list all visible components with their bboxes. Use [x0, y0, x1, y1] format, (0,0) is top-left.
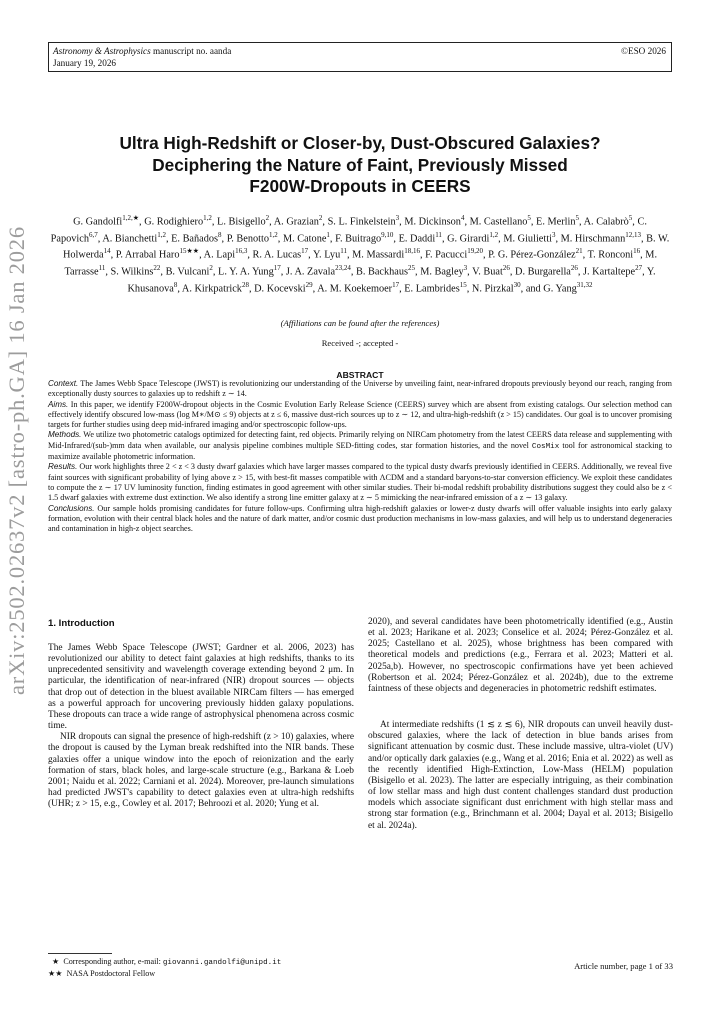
- context-label: Context.: [48, 379, 79, 388]
- author-email-link[interactable]: giovanni.gandolfi@unipd.it: [162, 959, 282, 967]
- author-affiliation-mark: 16: [633, 247, 641, 256]
- author-affiliation-mark: 30: [513, 280, 521, 289]
- abstract-conclusions: [48, 504, 672, 535]
- author-name: N. Pirzkal: [471, 282, 514, 294]
- author-affiliation-mark: 3: [551, 230, 556, 239]
- author-name: L. Bisigello: [217, 216, 266, 228]
- author-name: Y. Lyu: [312, 249, 341, 261]
- right-column: [368, 617, 673, 832]
- author-affiliation-mark: 8: [218, 230, 222, 239]
- author-name: B. Vulcani: [165, 266, 210, 278]
- intro-paragraph-3: 2020), and several candidates have been photometrically identified (e.g., Austin et al. 2023; Harikane et al. 2023; Conselice et al. 2024; Pérez-González et al. 2025; Castellano et al. 2025), whose brightness has been compared with theoretical models and predictions (e.g., Ferrara et al. 2023; Matteri et al. 2025a,b). However, no spectroscopic confirmations have yet been achieved (Robertson et al. 2024; Pérez-González et al. 2024b), due to the extreme faintness of these objects and degeneracies in photometric redshift estimates.: [368, 617, 673, 694]
- author-list: G. Gandolfi$^{1,2,★}$, G. Rodighiero$^{1,2}$, L. Bisigello$^2$, A. Grazian$^2$, S. L. Finkelstein$^3$, M. Dickinson$^4$, M. Castellano$^5$, E. Merlin$^5$, A. Calabrò$^5$, C. Papovich$^{6,7}$, A. Bianchetti$^{1,2}$, E. Bañados$^8$, P. Benotto$^{1,2}$, M. Catone$^1$, F. Buitrago$^{9,10}$, E. Daddi$^{11}$, G. Girardi$^{1,2}$, M. Giulietti$^3$, M. Hirschmann$^{12,13}$, B. W. Holwerda$^{14}$, P. Arrabal Haro$^{15★★}$, A. Lapi$^{16,3}$, R. A. Lucas$^{17}$, Y. Lyu$^{11}$, M. Massardi$^{18,16}$, F. Pacucci$^{19,20}$, P. G. Pérez-González$^{21}$, T. Ronconi$^{16}$, M. Tarrasse$^{11}$, S. Wilkins$^{22}$, B. Vulcani$^2$, L. Y. A. Yung$^{17}$, J. A. Zavala$^{23,24}$, B. Backhaus$^{25}$, M. Bagley$^3$, V. Buat$^{26}$, D. Burgarella$^{26}$, J. Kartaltepe$^{27}$, Y. Khusanova$^8$, A. Kirkpatrick$^{28}$, D. Kocevski$^{29}$, A. M. Koekemoer$^{17}$, E. Lambrides$^{15}$, N. Pirzkal$^{30}$, and G. Yang$^{31,32}$: [50, 214, 670, 294]
- footnote-2: [48, 969, 358, 979]
- author-name: F. Buitrago: [335, 233, 382, 245]
- aims-label: Aims.: [48, 399, 69, 409]
- author-affiliation-mark: 28: [241, 280, 249, 289]
- author-affiliation-mark: 1: [326, 230, 330, 239]
- affiliations-note: (Affiliations can be found after the references): [280, 318, 440, 328]
- footnote-rule: [48, 953, 112, 954]
- author-affiliation-mark: 5: [527, 214, 531, 222]
- author-name: E. Bañados: [171, 233, 219, 245]
- author-name: A. Lapi: [203, 249, 236, 261]
- journal-name: Astronomy & Astrophysics: [53, 46, 151, 56]
- author-name: F. Pacucci: [425, 249, 468, 261]
- author-name: M. Dickinson: [404, 216, 461, 228]
- author-affiliation-mark: 29: [305, 280, 313, 289]
- aims-text: In this paper, we identify F200W-dropout objects in the Cosmic Evolution Early Release Science (CEERS) survey which are absent from existing catalogs. Our selection method can effectively identify obscured low-mass (log M∗/M⊙ ≤ 9) objects at z ≤ 6, massive dust-rich sources up to z ∼ 12, and ultra-high-redshift (z > 15) candidates. Our goal is to uncover promising targets for further studies using deep mid-infrared imaging and/or spectroscopic follow-ups.: [48, 399, 672, 430]
- author-name: A. Bianchetti: [102, 233, 158, 245]
- author-affiliation-mark: 3: [463, 263, 468, 272]
- author-name: D. Burgarella: [515, 266, 571, 278]
- author-affiliation-mark: 12,13: [625, 230, 641, 239]
- author-affiliation-mark: 26: [502, 263, 510, 272]
- author-name: M. Bagley: [420, 266, 464, 278]
- title-line-3: F200W-Dropouts in CEERS: [249, 176, 471, 196]
- author-name: J. Kartaltepe: [583, 266, 636, 278]
- author-affiliation-mark: 3: [395, 214, 400, 222]
- author-name: M. Tarrasse: [64, 249, 658, 278]
- author-affiliation-mark: 1,2: [269, 230, 278, 239]
- author-name: P. Arrabal Haro: [115, 249, 180, 261]
- author-name: P. Benotto: [226, 233, 270, 245]
- footnote-1-mark: ★: [52, 957, 60, 966]
- page-number: Article number, page 1 of 33: [574, 961, 673, 971]
- author-affiliation-mark: 22: [153, 263, 161, 272]
- intro-paragraph-4: At intermediate redshifts (1 ≲ z ≲ 6), NIR dropouts can unveil heavily dust-obscured galaxies, where the lack of detection in blue bands arises from significant attenuation by cosmic dust. These include massive, ultra-violet (UV) and/or optically dark galaxies (e.g., Wang et al. 2016; Enia et al. 2022) as well as the recently identified High-Extinction, Low-Mass (HELM) population (Bisigello et al. 2023). The latter are especially intriguing, as their combination of low stellar mass and high dust content challenges standard dust production models which associate significant dust enrichment with high stellar mass and strong star formation (e.g., Brinchmann et al. 2004; Dayal et al. 2013; Bisigello et al. 2024a).: [368, 720, 673, 831]
- author-affiliation-mark: 2: [265, 214, 270, 222]
- arxiv-watermark: arXiv:2502.02637v2 [astro-ph.GA] 16 Jan 2026: [4, 226, 29, 695]
- author-affiliation-mark: 31,32: [576, 280, 593, 289]
- author-affiliation-mark: 1,2: [489, 230, 499, 239]
- author-affiliation-mark: 1,2,★: [122, 214, 140, 222]
- journal-line: [53, 46, 231, 57]
- results-text: Our work highlights three 2 < z < 3 dusty dwarf galaxies which have larger masses compared to the typical dusty dwarfs previously identified in CEERS. Additionally, we reveal five faint sources with significant probability of lying above z > 15, with best-fit masses compatible with ΛCDM and a standard baryons-to-star conversion efficiency. We exploit these candidates to compute the z ∼ 17 UV luminosity function, finding estimates in good agreement with other similar studies. Their bi-modal redshift probability distributions suggest they could also be z < 1.5 dwarf galaxies with extreme dust extinction. We also identify a strong line emitter galaxy at z ∼ 5 mimicking the near-infrared emission of a z ∼ 13 galaxy.: [48, 462, 672, 503]
- methods-text-b: tool for astronomical stacking to maximize available photometric information.: [48, 440, 672, 462]
- author-affiliation-mark: 11: [435, 230, 442, 239]
- author-name: M. Giulietti: [503, 233, 552, 245]
- author-name: V. Buat: [472, 266, 503, 278]
- author-name: B. Backhaus: [355, 266, 409, 278]
- author-name: C. Papovich: [50, 216, 647, 245]
- abstract-body: [48, 379, 672, 534]
- footnotes: [48, 957, 358, 979]
- author-name: A. Calabrò: [583, 216, 629, 228]
- header-date: January 19, 2026: [53, 58, 117, 68]
- author-name: G. Girardi: [447, 233, 490, 245]
- author-name: G. Yang: [543, 282, 577, 294]
- author-affiliation-mark: 23,24: [335, 263, 351, 272]
- author-name: M. Hirschmann: [560, 233, 626, 245]
- footnote-1-text: Corresponding author, e-mail:: [63, 957, 163, 966]
- author-affiliation-mark: 6,7: [88, 230, 98, 239]
- author-affiliation-mark: 17: [273, 263, 281, 272]
- author-affiliation-mark: 18,16: [404, 247, 420, 256]
- author-affiliation-mark: 1,2: [203, 214, 212, 222]
- methods-text-a: We utilize two photometric catalogs optimized for detecting faint, red objects. Primarily relying on NIRCam photometry from the latest CEERS data release and supplementing with Mid-Infrared/(sub-)mm data when available, our analysis pipeline combines multiple SED-fitting codes, star formation histories, and the novel: [48, 430, 673, 450]
- conclusions-text: Our sample holds promising candidates for future follow-ups. Confirming ultra high-redshift galaxies or lower-z dusty dwarfs will offer valuable insights into early galaxy formation, evolution with their central black holes and the nature of dark matter, and/or cosmic dust production mechanisms in low-mass galaxies, and will help us to understand degeneracies and contamination in high-z object searches.: [48, 503, 672, 534]
- author-affiliation-mark: 14: [103, 247, 111, 256]
- author-affiliation-mark: 2: [318, 214, 323, 222]
- author-name: B. W. Holwerda: [62, 233, 670, 261]
- author-name: M. Castellano: [469, 216, 528, 228]
- cosmix-code: CosMix: [531, 442, 560, 451]
- author-affiliation-mark: 17: [301, 247, 309, 256]
- author-name: M. Catone: [282, 233, 327, 245]
- abstract-aims: [48, 400, 672, 431]
- paper-title: [48, 133, 672, 198]
- author-affiliation-mark: 15★★: [179, 247, 200, 256]
- author-affiliation-mark: 15: [459, 280, 467, 289]
- author-affiliation-mark: 21: [575, 247, 583, 256]
- author-affiliation-mark: 11: [340, 247, 347, 256]
- author-affiliation-mark: 27: [635, 263, 643, 272]
- author-name: M. Massardi: [352, 249, 405, 261]
- author-name: T. Ronconi: [587, 249, 634, 261]
- author-name: E. Lambrides: [404, 282, 460, 294]
- author-name: E. Merlin: [536, 216, 576, 228]
- author-affiliation-mark: 25: [408, 263, 416, 272]
- section-heading-introduction: 1. Introduction: [48, 618, 115, 629]
- conclusions-label: Conclusions.: [48, 503, 95, 513]
- author-name: G. Rodighiero: [144, 216, 204, 228]
- author-affiliation-mark: 5: [628, 214, 633, 222]
- author-affiliation-mark: 17: [392, 280, 400, 289]
- results-label: Results.: [48, 462, 78, 472]
- author-affiliation-mark: 4: [460, 214, 465, 222]
- author-affiliation-mark: 11: [98, 263, 106, 272]
- author-name: Y. Khusanova: [127, 266, 656, 294]
- author-name: J. A. Zavala: [285, 266, 336, 278]
- author-name: A. M. Koekemoer: [317, 282, 393, 294]
- left-column: [48, 643, 354, 810]
- footnote-2-mark: ★★: [48, 968, 63, 978]
- author-affiliation-mark: 16,3: [235, 247, 248, 256]
- author-name: S. L. Finkelstein: [327, 216, 396, 228]
- author-affiliation-mark: 9,10: [381, 230, 394, 239]
- footnote-2-text: NASA Postdoctoral Fellow: [66, 968, 156, 978]
- author-affiliation-mark: 8: [173, 280, 178, 289]
- title-line-1: Ultra High-Redshift or Closer-by, Dust-Obscured Galaxies?: [119, 133, 601, 153]
- author-affiliation-mark: 1,2: [157, 230, 166, 239]
- abstract-results: [48, 462, 672, 503]
- footnote-1: [48, 957, 358, 969]
- author-name: E. Daddi: [398, 233, 436, 245]
- author-affiliation-mark: 26: [570, 263, 578, 272]
- received-line: Received -; accepted -: [321, 338, 399, 348]
- author-name: A. Grazian: [273, 216, 319, 228]
- author-affiliation-mark: 5: [575, 214, 580, 222]
- author-name: S. Wilkins: [110, 266, 154, 278]
- intro-paragraph-1: The James Webb Space Telescope (JWST; Gardner et al. 2006, 2023) has revolutionized our ability to detect faint galaxies at high redshifts, thanks to its unprecedented sensitivity and wavelength coverage extending beyond 2 μm. In particular, the identification of near-infrared (NIR) dropout sources — objects that drop out of detection in the bluest available NIRCam filters — has emerged as a powerful approach for uncovering previously hidden galaxy populations. These dropouts can trace a wide range of astrophysical phenomena across cosmic time.: [48, 643, 354, 732]
- abstract-context: [48, 379, 672, 400]
- manuscript-label: manuscript no. aanda: [150, 46, 232, 56]
- author-name: P. G. Pérez-González: [488, 249, 576, 261]
- author-name: D. Kocevski: [254, 282, 306, 294]
- copyright-notice: ©ESO 2026: [620, 46, 666, 56]
- intro-paragraph-2: NIR dropouts can signal the presence of high-redshift (z > 10) galaxies, where the dropout is caused by the Lyman break redshifted into the NIR bands. These galaxies offer a unique window into the epoch of reionization and the early formation of stars, black holes, and large-scale structure (e.g., Barkana & Loeb 2001; Naidu et al. 2022; Carniani et al. 2024). Moreover, pre-launch simulations had predicted JWST's capability to detect galaxies even at ultra-high redshifts (UHR; z > 15, e.g., Cowley et al. 2017; Behroozi et al. 2020; Yung et al.: [48, 732, 354, 810]
- methods-label: Methods.: [48, 430, 82, 440]
- author-name: R. A. Lucas: [252, 249, 302, 261]
- author-name: G. Gandolfi: [73, 216, 123, 228]
- abstract-methods: [48, 430, 672, 462]
- running-header: [48, 42, 672, 72]
- author-name: A. Kirkpatrick: [181, 282, 242, 294]
- author-affiliation-mark: 2: [209, 263, 213, 272]
- title-line-2: Deciphering the Nature of Faint, Previously Missed: [152, 154, 568, 175]
- author-name: L. Y. A. Yung: [218, 266, 274, 278]
- author-affiliation-mark: 19,20: [467, 247, 483, 256]
- context-text: The James Webb Space Telescope (JWST) is revolutionizing our understanding of the Universe by unveiling faint, near-infrared dropouts previously beyond our reach, ranging from exceptionally dusty sources to galaxies up to redshift z ∼ 14.: [48, 379, 672, 399]
- abstract-heading: ABSTRACT: [336, 370, 384, 380]
